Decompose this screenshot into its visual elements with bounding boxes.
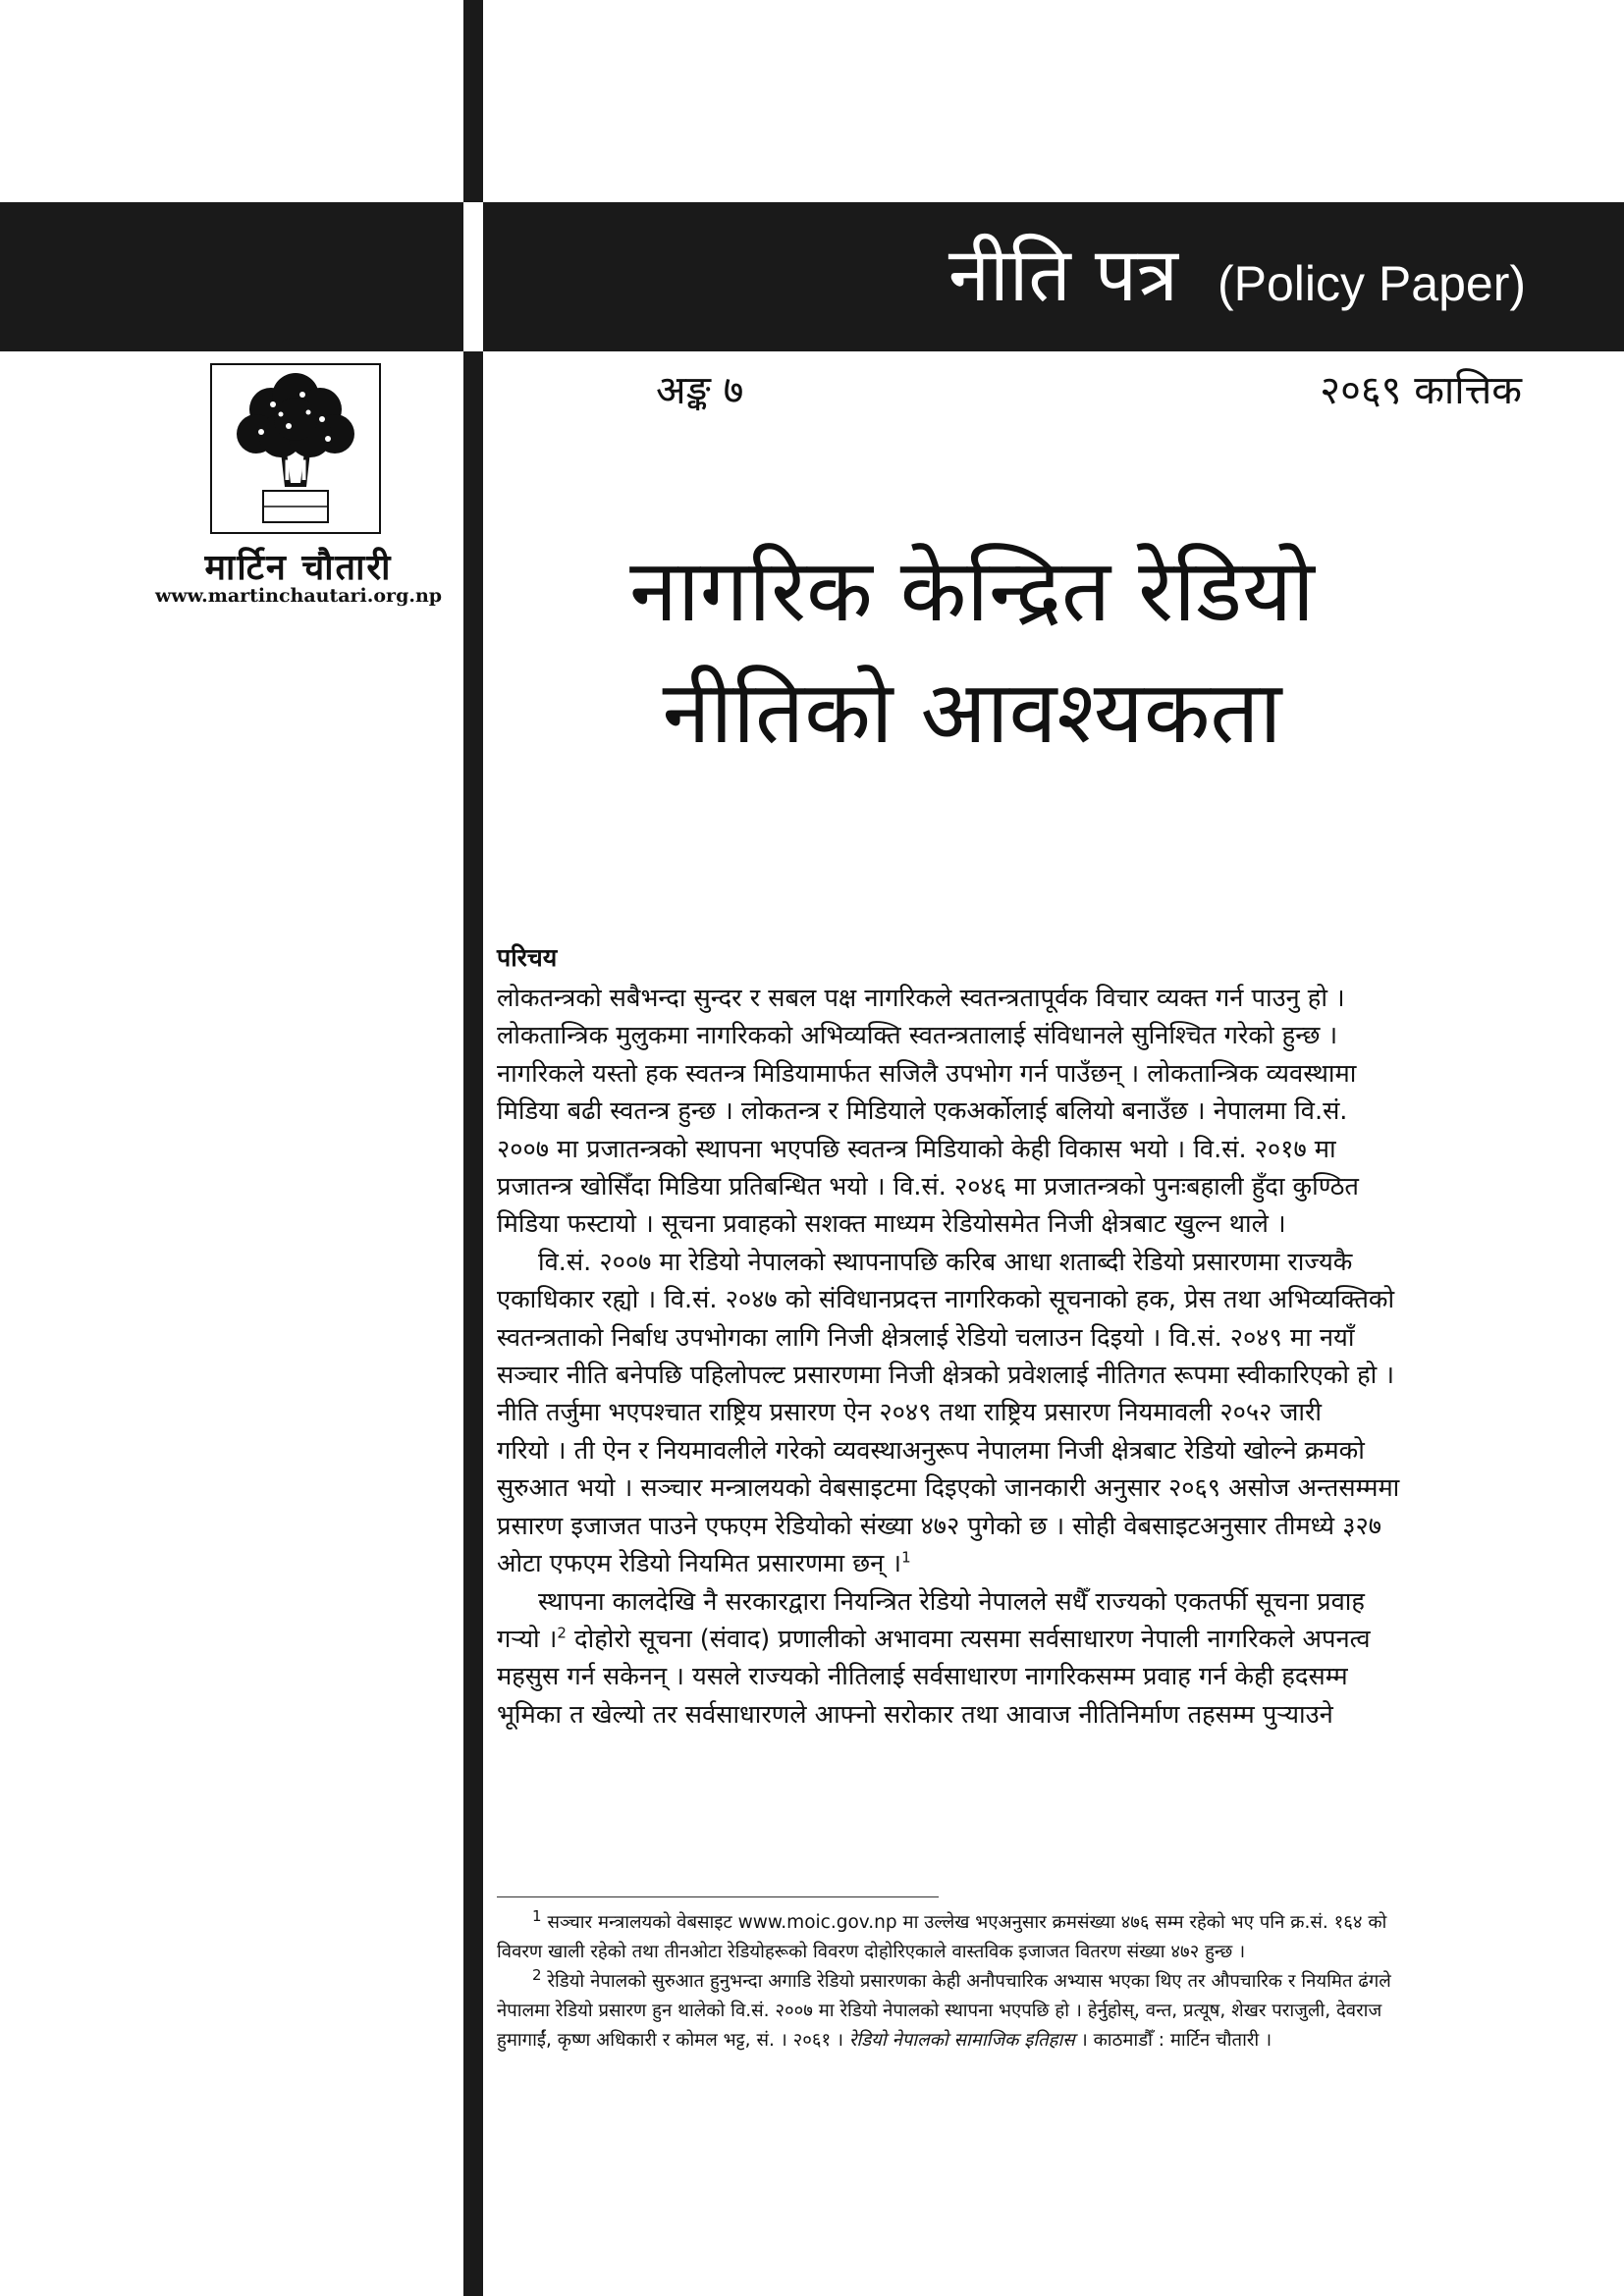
footnote-text: रेडियो नेपालको सुरुआत हुनुभन्दा अगाडि रेडियो प्रसारणका केही अनौपचारिक अभ्यास भएका थिए तर औपचारिक र नियमित ढंगले [547,1971,1391,1992]
article-title-line: नीतिको आवश्यकता [662,662,1282,763]
title-nepali: नीति पत्र [947,231,1178,318]
text-line: प्रसारण इजाजत पाउने एफएम रेडियोको संख्या ४७२ पुगेको छ । सोही वेबसाइटअनुसार तीमध्ये ३२७ [497,1511,1381,1541]
tree-logo-icon [210,363,381,534]
title-english: (Policy Paper) [1218,256,1526,311]
text-line [497,1545,1479,1582]
logo-letter: M [283,454,308,487]
footnote-text: । काठमाडौँ : मार्टिन चौतारी । [1074,2030,1272,2051]
text-line: स्थापना कालदेखि नै सरकारद्वारा नियन्त्रित रेडियो नेपालले सधैँ राज्यको एकतर्फी सूचना प्रवाह [538,1586,1365,1617]
text-line [497,1621,1479,1658]
text-line: सुरुआत भयो । सञ्चार मन्त्रालयको वेबसाइटमा दिइएको जानकारी अनुसार २०६९ असोज अन्तसम्ममा [497,1473,1400,1504]
footnote-mark-2: 2 [532,1965,542,1984]
footnote-ref-2[interactable]: 2 [557,1624,567,1642]
text-line: नीति तर्जुमा भएपश्चात राष्ट्रिय प्रसारण ऐन २०४९ तथा राष्ट्रिय प्रसारण नियमावली २०५२ जारी [497,1398,1323,1428]
footnotes [497,1908,1479,2056]
footnote-divider [497,1896,939,1897]
book-title: रेडियो नेपालको सामाजिक इतिहास [848,2030,1075,2051]
footnote-text: हुमागाईं, कृष्ण अधिकारी र कोमल भट्ट, सं. । २०६१ । [497,2030,849,2051]
footnote-line [497,1908,1479,1938]
banner-gap [463,202,483,351]
footnote-line: विवरण खाली रहेको तथा तीनओटा रेडियोहरूको विवरण दोहोरिएकाले वास्तविक इजाजत वितरण संख्या ४७२ हुन्छ । [497,1942,1246,1962]
text-line: लोकतन्त्रको सबैभन्दा सुन्दर र सबल पक्ष नागरिकले स्वतन्त्रतापूर्वक विचार व्यक्त गर्न पाउनु हो । [497,984,1345,1013]
footnote-mark-1: 1 [532,1906,542,1925]
article-title-line: नागरिक केन्द्रित रेडियो [629,540,1315,641]
header-banner-left [0,202,463,351]
article-body [497,980,1479,1734]
organization-url[interactable]: www.martinchautari.org.np [154,585,443,607]
section-heading: परिचय [497,943,558,972]
footnote-line [497,2026,1479,2056]
tree-logo-graphic [212,365,379,532]
text-line: सञ्चार नीति बनेपछि पहिलोपल्ट प्रसारणमा निजी क्षेत्रको प्रवेशलाई नीतिगत रूपमा स्वीकारिएको हो । [497,1361,1395,1391]
text-line: २००७ मा प्रजातन्त्रको स्थापना भएपछि स्वतन्त्र मिडियाको केही विकास भयो । वि.सं. २०१७ मा [497,1134,1336,1164]
text-line: वि.सं. २००७ मा रेडियो नेपालको स्थापनापछि करिब आधा शताब्दी रेडियो प्रसारणमा राज्यकै [538,1247,1353,1277]
text-line: प्रजातन्त्र खोसिँदा मिडिया प्रतिबन्धित भयो । वि.सं. २०४६ मा प्रजातन्त्रको पुनःबहाली हुँदा कुण्ठित [497,1172,1359,1202]
text-line: भूमिका त खेल्यो तर सर्वसाधारणले आफ्नो सरोकार तथा आवाज नीतिनिर्माण तहसम्म पुर्‍याउने [497,1699,1333,1730]
text-line: नागरिकले यस्तो हक स्वतन्त्र मिडियामार्फत सजिलै उपभोग गर्न पाउँछन् । लोकतान्त्रिक व्यवस्थामा [497,1058,1357,1089]
text-line: मिडिया बढी स्वतन्त्र हुन्छ । लोकतन्त्र र मिडियाले एकअर्कोलाई बलियो बनाउँछ । नेपालमा वि.सं. [497,1096,1348,1127]
issue-number: अङ्क ७ [656,368,744,413]
footnote-text: सञ्चार मन्त्रालयको वेबसाइट www.moic.gov.np मा उल्लेख भएअनुसार क्रमसंख्या ४७६ सम्म रहेको भए पनि क्र.सं. १६४ को [547,1912,1387,1933]
text-line: लोकतान्त्रिक मुलुकमा नागरिकको अभिव्यक्ति स्वतन्त्रतालाई संविधानले सुनिश्चित गरेको हुन्छ । [497,1021,1338,1051]
footnote-ref-1[interactable]: 1 [901,1548,911,1567]
text-line: स्वतन्त्रताको निर्बाध उपभोगका लागि निजी क्षेत्रलाई रेडियो चलाउन दिइयो । वि.सं. २०४९ मा नयाँ [497,1322,1355,1353]
text-line: गरियो । ती ऐन र नियमावलीले गरेको व्यवस्थाअनुरूप नेपालमा निजी क्षेत्रबाट रेडियो खोल्ने क्रमको [497,1435,1365,1466]
article-title [511,530,1434,774]
text-fragment: दोहोरो सूचना (संवाद) प्रणालीको अभावमा त्यसमा सर्वसाधारण नेपाली नागरिकले अपनत्व [566,1624,1371,1654]
publication-title [948,222,1526,330]
issue-date: २०६९ कात्तिक [1320,368,1522,413]
text-line: एकाधिकार रह्यो । वि.सं. २०४७ को संविधानप्रदत्त नागरिकको सूचनाको हक, प्रेस तथा अभिव्यक्तिको [497,1285,1395,1315]
footnote-line [497,1967,1479,1997]
organization-name: मार्टिन चौतारी [204,548,393,588]
text-line: महसुस गर्न सकेनन् । यसले राज्यको नीतिलाई सर्वसाधारण नागरिकसम्म प्रवाह गर्न केही हदसम्म [497,1662,1348,1692]
text-fragment: गर्‍यो । [497,1624,558,1654]
text-fragment: ओटा एफएम रेडियो नियमित प्रसारणमा छन् । [497,1549,902,1579]
text-line: मिडिया फस्टायो । सूचना प्रवाहको सशक्त माध्यम रेडियोसमेत निजी क्षेत्रबाट खुल्न थाले । [497,1209,1286,1240]
footnote-line: नेपालमा रेडियो प्रसारण हुन थालेको वि.सं. २००७ मा रेडियो नेपालको स्थापना भएपछि हो । हेर्नुहोस्, वन्त, प्रत्यूष, शेखर पराजुली, देवराज [497,2001,1382,2021]
